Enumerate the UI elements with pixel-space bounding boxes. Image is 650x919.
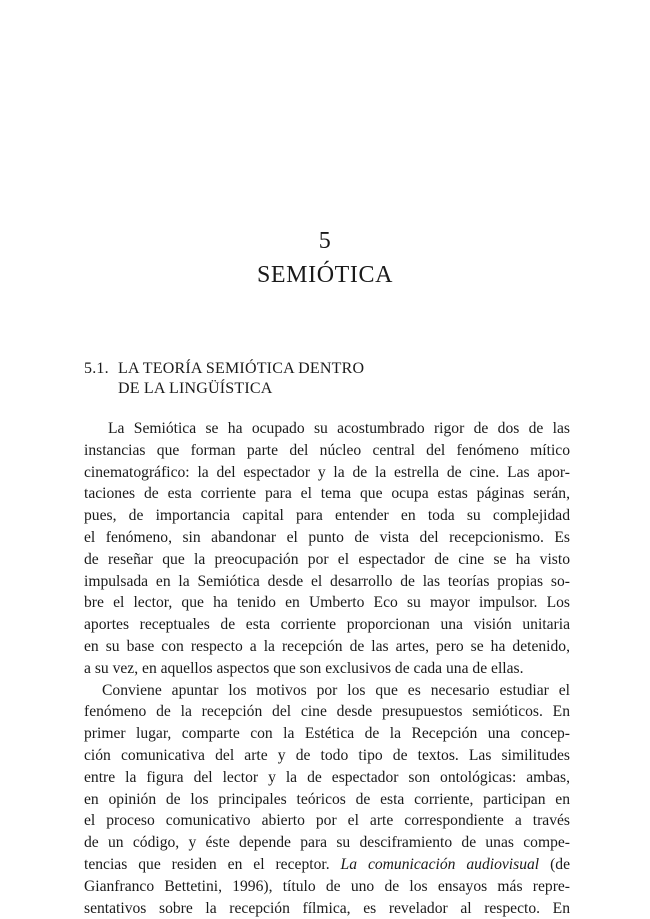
text-line: el proceso comunicativo abierto por el arte correspondiente a través	[84, 812, 570, 830]
text-line: de reseñar que la preocupación por el espectador de cine se ha visto	[84, 550, 570, 568]
text-line: de un código, y éste depende para su desciframiento de unas compe-	[84, 834, 570, 852]
book-title: La comunicación audiovisual	[340, 855, 540, 873]
text-line: en su base con respecto a la recepción de las artes, pero se ha detenido,	[84, 637, 570, 655]
paragraph-1	[84, 418, 570, 680]
text-line: cinematográfico: la del espectador y la de la estrella de cine. Las apor-	[84, 463, 570, 481]
text-line: aportes receptuales de esta corriente proporcionan una visión unitaria	[84, 616, 570, 634]
text-line: bre el lector, que ha tenido en Umberto Eco su mayor impulsor. Los	[84, 594, 570, 612]
paragraph-2	[84, 680, 570, 919]
text-line: taciones de esta corriente para el tema que ocupa estas páginas serán,	[84, 485, 570, 503]
section-heading	[84, 359, 564, 399]
section-title-line1: LA TEORÍA SEMIÓTICA DENTRO	[118, 360, 365, 377]
text-line: entre la figura del lector y la de espectador son ontológicas: ambas,	[84, 768, 570, 786]
text-line: en opinión de los principales teóricos de esta corriente, participan en	[84, 790, 570, 808]
text-line: primer lugar, comparte con la Estética de la Recepción una concep-	[84, 725, 570, 743]
text-line: el fenómeno, sin abandonar el punto de vista del recepcionismo. Es	[84, 528, 570, 546]
section-title-line2: DE LA LINGÜÍSTICA	[118, 380, 273, 397]
section-number: 5.1.	[84, 360, 109, 377]
text-run: (de	[539, 855, 570, 873]
text-line: impulsada en la Semiótica desde el desarrollo de las teorías propias so-	[84, 572, 570, 590]
text-line: instancias que forman parte del núcleo central del fenómeno mítico	[84, 441, 570, 459]
text-line: ción comunicativa del arte y de todo tipo de textos. Las similitudes	[84, 746, 570, 764]
body-text	[84, 418, 570, 919]
text-line: pues, de importancia capital para entender en toda su complejidad	[84, 507, 570, 525]
text-line: a su vez, en aquellos aspectos que son exclusivos de cada una de ellas.	[84, 659, 524, 677]
text-line: Conviene apuntar los motivos por los que es necesario estudiar el	[102, 681, 570, 699]
chapter-title: SEMIÓTICA	[256, 262, 394, 288]
text-line: fenómeno de la recepción del cine desde presupuestos semióticos. En	[84, 703, 570, 721]
chapter-number: 5	[318, 228, 332, 254]
text-line: sentativos sobre la recepción fílmica, es revelador al respecto. En	[84, 899, 570, 917]
text-line	[84, 854, 570, 876]
text-line: Gianfranco Bettetini, 1996), título de uno de los ensayos más repre-	[84, 877, 570, 895]
text-run: tencias que residen en el receptor.	[84, 855, 341, 873]
text-line: La Semiótica se ha ocupado su acostumbrado rigor de dos de las	[108, 420, 570, 437]
